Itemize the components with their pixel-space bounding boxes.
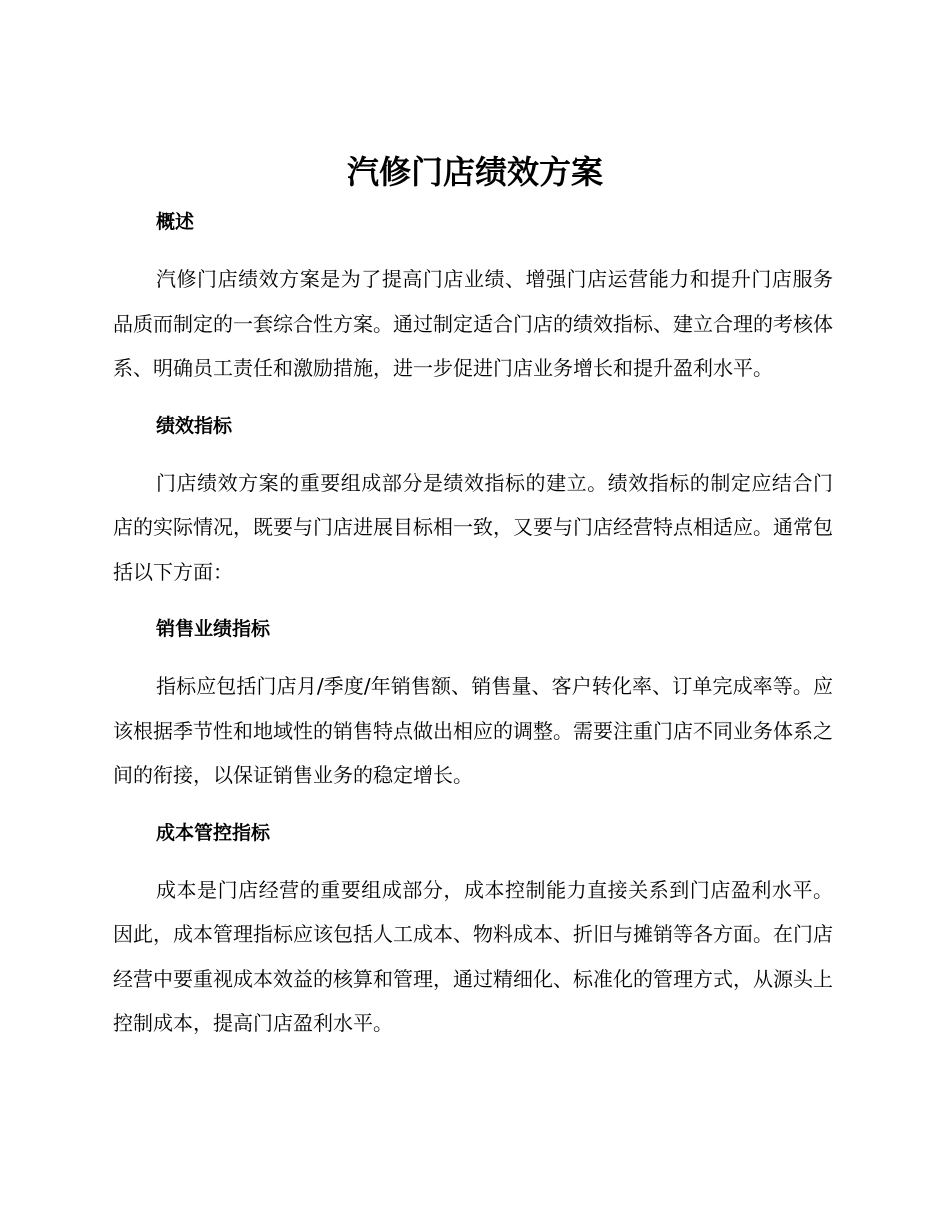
- section-heading: 销售业绩指标: [156, 618, 271, 640]
- section-sales-indicators: [113, 607, 833, 811]
- section-heading: 成本管控指标: [156, 821, 271, 844]
- section-heading: 概述: [156, 211, 195, 233]
- section-paragraph: 门店绩效方案的重要组成部分是绩效指标的建立。绩效指标的制定应结合门店的实际情况，既要与门店进展目标相一致，又要与门店经营特点相适应。通常包括以下方面：: [113, 470, 833, 584]
- section-performance-indicators: [113, 404, 833, 608]
- section-paragraph: 指标应包括门店月/季度/年销售额、销售量、客户转化率、订单完成率等。应该根据季节性和地域性的销售特点做出相应的调整。需要注重门店不同业务体系之间的衔接，以保证销售业务的稳定增长。: [113, 674, 833, 787]
- document-title: 汽修门店绩效方案: [346, 153, 603, 191]
- section-paragraph: 汽修门店绩效方案是为了提高门店业绩、增强门店运营能力和提升门店服务品质而制定的一套综合性方案。通过制定适合门店的绩效指标、建立合理的考核体系、明确员工责任和激励措施，进一步促进门店业务增长和提升盈利水平。: [113, 267, 833, 380]
- section-overview: [113, 200, 833, 404]
- section-heading: 绩效指标: [156, 414, 233, 437]
- section-paragraph: 成本是门店经营的重要组成部分，成本控制能力直接关系到门店盈利水平。因此，成本管理指标应该包括人工成本、物料成本、折旧与摊销等各方面。在门店经营中要重视成本效益的核算和管理，通过精细化、标准化的管理方式，从源头上控制成本，提高门店盈利水平。: [113, 877, 833, 1035]
- section-cost-control-indicators: [113, 811, 833, 1046]
- document-body: [113, 200, 833, 1046]
